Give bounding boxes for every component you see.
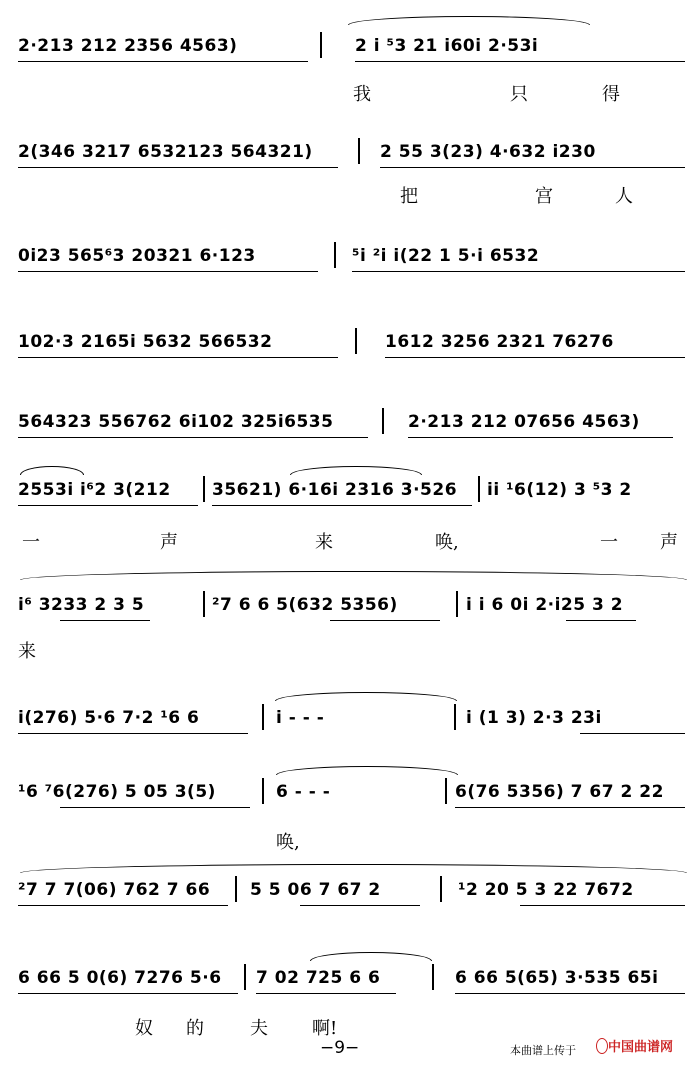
notes-segment: 6 66 5(65) 3·535 65i (455, 968, 659, 988)
notes-segment: 6 66 5 0(6) 7276 5·6 (18, 968, 222, 988)
slur (20, 864, 687, 873)
notes-segment: i - - - (276, 708, 325, 728)
notes-segment: ²7 6 6 5(632 5356) (212, 595, 398, 615)
underline (330, 620, 440, 621)
notes-segment: 6(76 5356) 7 67 2 22 (455, 782, 664, 802)
notes-segment: 6 - - - (276, 782, 331, 802)
lyric: 宫 (535, 186, 553, 207)
lyric: 只 (510, 84, 528, 105)
underline (212, 505, 472, 506)
slur (275, 692, 457, 701)
page-number: −9− (320, 1038, 360, 1058)
underline (300, 905, 420, 906)
underline (256, 993, 396, 994)
underline (18, 271, 318, 272)
lyric: 啊! (312, 1018, 338, 1039)
barline (432, 964, 434, 990)
notes-segment: 1612 3256 2321 76276 (385, 332, 614, 352)
slur (20, 466, 84, 475)
lyric: 一 (22, 532, 40, 553)
barline (478, 476, 480, 502)
barline (440, 876, 442, 902)
underline (455, 993, 685, 994)
underline (566, 620, 636, 621)
underline (18, 733, 248, 734)
notes-segment: ²7 7 7(06) 762 7 66 (18, 880, 211, 900)
notes-segment: ¹6 ⁷6(276) 5 05 3(5) (18, 782, 216, 802)
notes-segment: ¹2 20 5 3 22 7672 (458, 880, 634, 900)
barline (454, 704, 456, 730)
notes-segment: i i 6 0i 2·i25 3 2 (466, 595, 624, 615)
barline (203, 591, 205, 617)
slur (20, 571, 687, 580)
slur (348, 16, 590, 25)
source-caption: 本曲谱上传于 (510, 1044, 576, 1057)
lyric: 唤, (276, 832, 300, 853)
barline (456, 591, 458, 617)
notes-segment: 2·213 212 2356 4563) (18, 36, 238, 56)
notes-segment: 35621) 6·16i 2316 3·526 (212, 480, 458, 500)
underline (18, 505, 198, 506)
notes-segment: 2·213 212 07656 4563) (408, 412, 640, 432)
underline (60, 620, 150, 621)
underline (18, 357, 338, 358)
barline (262, 778, 264, 804)
lyric: 声 (160, 532, 178, 553)
notes-segment: ii ¹6(12) 3 ⁵3 2 (487, 480, 632, 500)
barline (382, 408, 384, 434)
slur (310, 952, 432, 961)
barline (334, 242, 336, 268)
underline (408, 437, 673, 438)
lyric: 声 (660, 532, 678, 553)
brand-logo-icon (596, 1038, 608, 1054)
barline (262, 704, 264, 730)
underline (18, 167, 338, 168)
lyric: 来 (315, 532, 333, 553)
underline (380, 167, 685, 168)
notes-segment: 2 55 3(23) 4·632 i230 (380, 142, 596, 162)
underline (18, 437, 368, 438)
barline (355, 328, 357, 354)
underline (18, 993, 238, 994)
underline (18, 905, 228, 906)
barline (235, 876, 237, 902)
lyric: 夫 (250, 1018, 268, 1039)
lyric: 把 (400, 186, 418, 207)
notes-segment: 2 i ⁵3 21 i60i 2·53i (355, 36, 539, 56)
lyric: 一 (600, 532, 618, 553)
lyric: 的 (186, 1018, 204, 1039)
notes-segment: 5 5 06 7 67 2 (250, 880, 381, 900)
barline (320, 32, 322, 58)
notes-segment: i(276) 5·6 7·2 ¹6 6 (18, 708, 200, 728)
brand-link[interactable]: 中国曲谱网 (608, 1040, 674, 1055)
slur (276, 766, 458, 775)
underline (580, 733, 685, 734)
slur (290, 466, 422, 475)
notes-segment: i⁶ 3233 2 3 5 (18, 595, 145, 615)
barline (445, 778, 447, 804)
underline (520, 905, 685, 906)
notes-segment: 2(346 3217 6532123 564321) (18, 142, 313, 162)
underline (455, 807, 685, 808)
notes-segment: 564323 556762 6i102 325i6535 (18, 412, 334, 432)
lyric: 我 (353, 84, 371, 105)
notes-segment: 102·3 2165i 5632 566532 (18, 332, 273, 352)
underline (352, 271, 685, 272)
notes-segment: 7 02 725 6 6 (256, 968, 381, 988)
lyric: 人 (615, 186, 633, 207)
underline (355, 61, 685, 62)
lyric: 唤, (435, 532, 459, 553)
underline (385, 357, 685, 358)
lyric: 奴 (135, 1018, 153, 1039)
lyric: 得 (602, 84, 620, 105)
notes-segment: i (1 3) 2·3 23i (466, 708, 602, 728)
notes-segment: ⁵i ²i i(22 1 5·i 6532 (352, 246, 540, 266)
barline (203, 476, 205, 502)
barline (244, 964, 246, 990)
underline (60, 807, 250, 808)
underline (18, 61, 308, 62)
notes-segment: 0i23 565⁶3 20321 6·123 (18, 246, 256, 266)
barline (358, 138, 360, 164)
notes-segment: 2553i i⁶2 3(212 (18, 480, 171, 500)
lyric: 来 (18, 641, 36, 662)
